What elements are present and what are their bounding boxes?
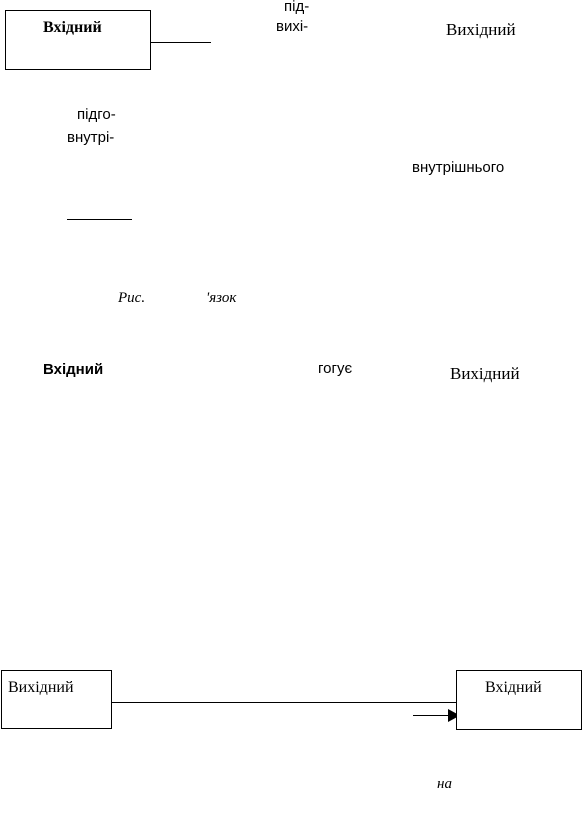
row2-output-label: Вихідний	[450, 364, 520, 383]
input-box-label: Вхідний	[43, 19, 102, 36]
top-text-line1: під-	[284, 0, 310, 15]
figure-caption-prefix: Рис.	[118, 290, 146, 306]
connector-line-top	[151, 42, 211, 43]
figure-caption-suffix: 'язок	[206, 290, 237, 306]
row2-input-label: Вхідний	[43, 361, 104, 378]
row2-mid-text: гогує	[318, 360, 353, 377]
input-box-2	[456, 670, 582, 730]
right-mid-text: внутрішнього	[412, 159, 505, 176]
output-box-label: Вихідний	[8, 679, 74, 696]
left-text-line2: внутрі-	[67, 129, 115, 146]
connector-line-lower	[67, 219, 132, 220]
arrow-shaft	[413, 715, 450, 716]
bottom-text: на	[437, 776, 452, 792]
output-box	[1, 670, 112, 729]
output-label: Вихідний	[446, 20, 516, 39]
connector-line-horizontal	[112, 702, 456, 703]
input-box	[5, 10, 151, 70]
left-text-line1: підго-	[77, 106, 116, 123]
input-box-2-label: Вхідний	[485, 679, 542, 696]
top-text-line2: вихі-	[276, 18, 309, 35]
